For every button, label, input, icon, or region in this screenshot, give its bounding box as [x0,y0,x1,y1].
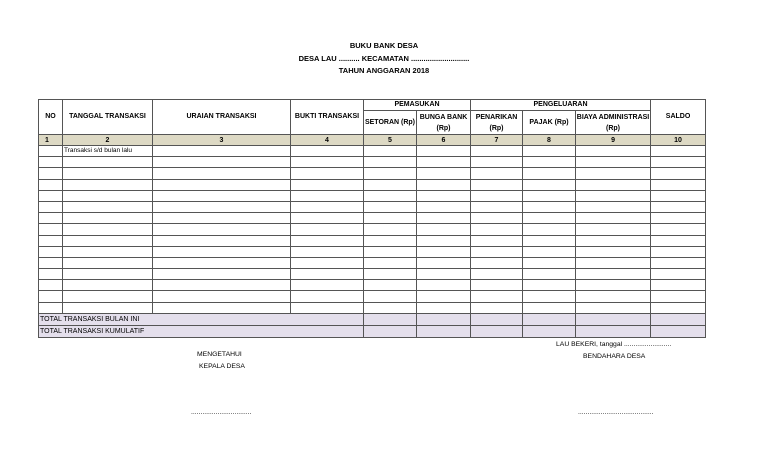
table-cell [364,201,417,212]
table-cell [576,246,651,257]
table-cell [471,280,523,291]
table-cell [364,313,417,325]
table-cell [39,146,63,157]
column-number-row [39,135,706,146]
table-row [39,235,706,246]
table-cell [471,257,523,268]
table-cell [471,269,523,280]
header-tanggal-transaksi: TANGGAL TRANSAKSI [63,100,153,135]
table-cell [651,325,706,337]
table-cell [63,213,153,224]
table-cell [651,157,706,168]
table-row [39,157,706,168]
table-cell [364,168,417,179]
table-cell [39,235,63,246]
table-cell [153,213,291,224]
table-cell [651,168,706,179]
table-cell [153,246,291,257]
table-cell [364,190,417,201]
table-cell [364,146,417,157]
table-cell [471,146,523,157]
table-cell [63,269,153,280]
table-cell [63,190,153,201]
table-cell [576,313,651,325]
table-cell [153,157,291,168]
table-cell [364,179,417,190]
table-cell [291,302,364,313]
table-cell [576,224,651,235]
table-cell [651,313,706,325]
table-row [39,179,706,190]
table-row [39,190,706,201]
table-cell [523,291,576,302]
table-row [39,302,706,313]
table-row [39,224,706,235]
table-row [39,257,706,268]
table-cell [153,235,291,246]
table-cell [291,201,364,212]
table-cell [576,146,651,157]
table-cell [576,325,651,337]
table-cell [576,291,651,302]
title-line-3: TAHUN ANGGARAN 2018 [338,66,430,75]
table-cell [39,157,63,168]
table-cell [63,280,153,291]
table-cell [63,201,153,212]
table-cell [63,291,153,302]
table-cell [63,257,153,268]
signature-right-line: ........................................ [578,409,654,416]
table-cell [523,157,576,168]
table-cell [63,246,153,257]
table-cell [364,257,417,268]
table-cell [471,246,523,257]
table-cell [651,269,706,280]
table-cell [63,235,153,246]
table-cell [364,325,417,337]
table-cell [291,269,364,280]
table-cell [153,224,291,235]
table-cell [471,313,523,325]
table-cell [576,168,651,179]
table-cell [651,213,706,224]
total-bulan-label: TOTAL TRANSAKSI BULAN INI [39,313,364,325]
table-cell [523,235,576,246]
table-cell [417,190,471,201]
table-cell [364,224,417,235]
table-cell [39,224,63,235]
table-cell [576,190,651,201]
table-cell [523,146,576,157]
table-cell [523,269,576,280]
table-cell [364,157,417,168]
table-cell [471,201,523,212]
table-cell [63,224,153,235]
table-cell [364,235,417,246]
table-cell [417,291,471,302]
column-number: 9 [576,135,651,146]
total-row-kumulatif [39,325,706,337]
table-cell [291,224,364,235]
table-row [39,213,706,224]
header-uraian-transaksi: URAIAN TRANSAKSI [153,100,291,135]
column-number: 1 [39,135,63,146]
total-kumulatif-label: TOTAL TRANSAKSI KUMULATIF [39,325,364,337]
table-cell [364,246,417,257]
table-cell [291,246,364,257]
table-cell [417,235,471,246]
table-cell [39,291,63,302]
table-cell [471,302,523,313]
table-cell [39,190,63,201]
table-cell [576,257,651,268]
table-cell [364,302,417,313]
table-cell [651,201,706,212]
table-cell [651,235,706,246]
table-cell [291,291,364,302]
document-title [0,40,768,78]
header-penarikan: PENARIKAN (Rp) [471,111,523,135]
table-cell [153,291,291,302]
table-cell [153,302,291,313]
table-cell [153,280,291,291]
table-cell [291,257,364,268]
table-cell [523,224,576,235]
table-cell [471,325,523,337]
header-bunga-bank: BUNGA BANK (Rp) [417,111,471,135]
table-cell [523,313,576,325]
bank-ledger-table [38,99,706,338]
table-cell [291,235,364,246]
table-cell [576,179,651,190]
table-cell [523,302,576,313]
signature-right-place-date: LAU BEKERI, tanggal ......................... [556,341,672,348]
table-cell [417,302,471,313]
signature-left-line: ................................ [191,409,252,416]
table-cell [364,280,417,291]
table-cell [39,302,63,313]
table-cell [417,224,471,235]
table-cell [39,213,63,224]
table-cell [576,157,651,168]
first-row-label: Transaksi s/d bulan lalu [63,146,153,157]
table-cell [153,190,291,201]
table-cell [523,179,576,190]
table-cell [417,179,471,190]
column-number: 10 [651,135,706,146]
table-cell [651,190,706,201]
header-saldo: SALDO [651,100,706,135]
column-number: 4 [291,135,364,146]
table-cell [153,201,291,212]
empty-rows [39,157,706,314]
column-number: 5 [364,135,417,146]
table-cell [523,280,576,291]
table-cell [576,235,651,246]
table-cell [576,213,651,224]
table-cell [364,213,417,224]
header-setoran: SETORAN (Rp) [364,111,417,135]
header-no: NO [39,100,63,135]
table-row [39,201,706,212]
table-cell [523,257,576,268]
table-cell [153,269,291,280]
table-row [39,280,706,291]
table-cell [39,168,63,179]
table-cell [417,280,471,291]
table-cell [39,280,63,291]
header-bukti-transaksi: BUKTI TRANSAKSI [291,100,364,135]
table-cell [576,280,651,291]
table-cell [417,313,471,325]
table-cell [291,280,364,291]
header-biaya-administrasi: BIAYA ADMINISTRASI (Rp) [576,111,651,135]
table-cell [417,325,471,337]
table-cell [417,201,471,212]
title-line-2: DESA LAU .......... KECAMATAN ............................ [298,53,470,63]
table-cell [291,179,364,190]
column-number: 2 [63,135,153,146]
table-cell [651,291,706,302]
table-cell [471,179,523,190]
table-cell [651,146,706,157]
table-cell [417,168,471,179]
table-row [39,291,706,302]
table-cell [523,190,576,201]
table-cell [39,179,63,190]
table-cell [471,190,523,201]
table-cell [417,269,471,280]
table-cell [291,157,364,168]
table-row [39,168,706,179]
header-pajak: PAJAK (Rp) [523,111,576,135]
table-cell [153,168,291,179]
table-cell [523,168,576,179]
table-cell [39,201,63,212]
table-cell [39,246,63,257]
table-cell [523,325,576,337]
table-cell [576,302,651,313]
signature-left-role: KEPALA DESA [199,363,245,370]
table-cell [417,213,471,224]
table-cell [291,146,364,157]
table-cell [523,201,576,212]
column-number: 6 [417,135,471,146]
table-cell [63,157,153,168]
header-pengeluaran: PENGELUARAN [471,100,651,111]
table-cell [523,246,576,257]
table-row [39,269,706,280]
table-cell [471,224,523,235]
table-cell [364,291,417,302]
table-cell [291,213,364,224]
table-cell [417,146,471,157]
title-line-1: BUKU BANK DESA [349,41,419,50]
table-cell [471,235,523,246]
column-number: 8 [523,135,576,146]
table-cell [471,291,523,302]
table-cell [471,213,523,224]
table-cell [651,302,706,313]
table-cell [153,179,291,190]
table-cell [651,280,706,291]
column-number: 3 [153,135,291,146]
table-cell [63,302,153,313]
table-cell [153,257,291,268]
table-cell [417,157,471,168]
table-cell [39,257,63,268]
table-cell [523,213,576,224]
table-cell [63,168,153,179]
table-row [39,246,706,257]
column-number: 7 [471,135,523,146]
table-cell [651,224,706,235]
table-cell [153,146,291,157]
table-cell [417,257,471,268]
table-cell [576,201,651,212]
table-cell [651,246,706,257]
table-cell [291,168,364,179]
table-cell [651,257,706,268]
table-cell [471,157,523,168]
table-cell [651,179,706,190]
total-row-bulan-ini [39,313,706,325]
signature-right-role: BENDAHARA DESA [583,353,646,360]
signature-left-label: MENGETAHUI [197,351,242,358]
table-cell [63,179,153,190]
table-cell [471,168,523,179]
table-cell [291,190,364,201]
table-cell [576,269,651,280]
table-cell [417,246,471,257]
header-pemasukan: PEMASUKAN [364,100,471,111]
table-cell [39,269,63,280]
table-row [39,146,706,157]
table-cell [364,269,417,280]
